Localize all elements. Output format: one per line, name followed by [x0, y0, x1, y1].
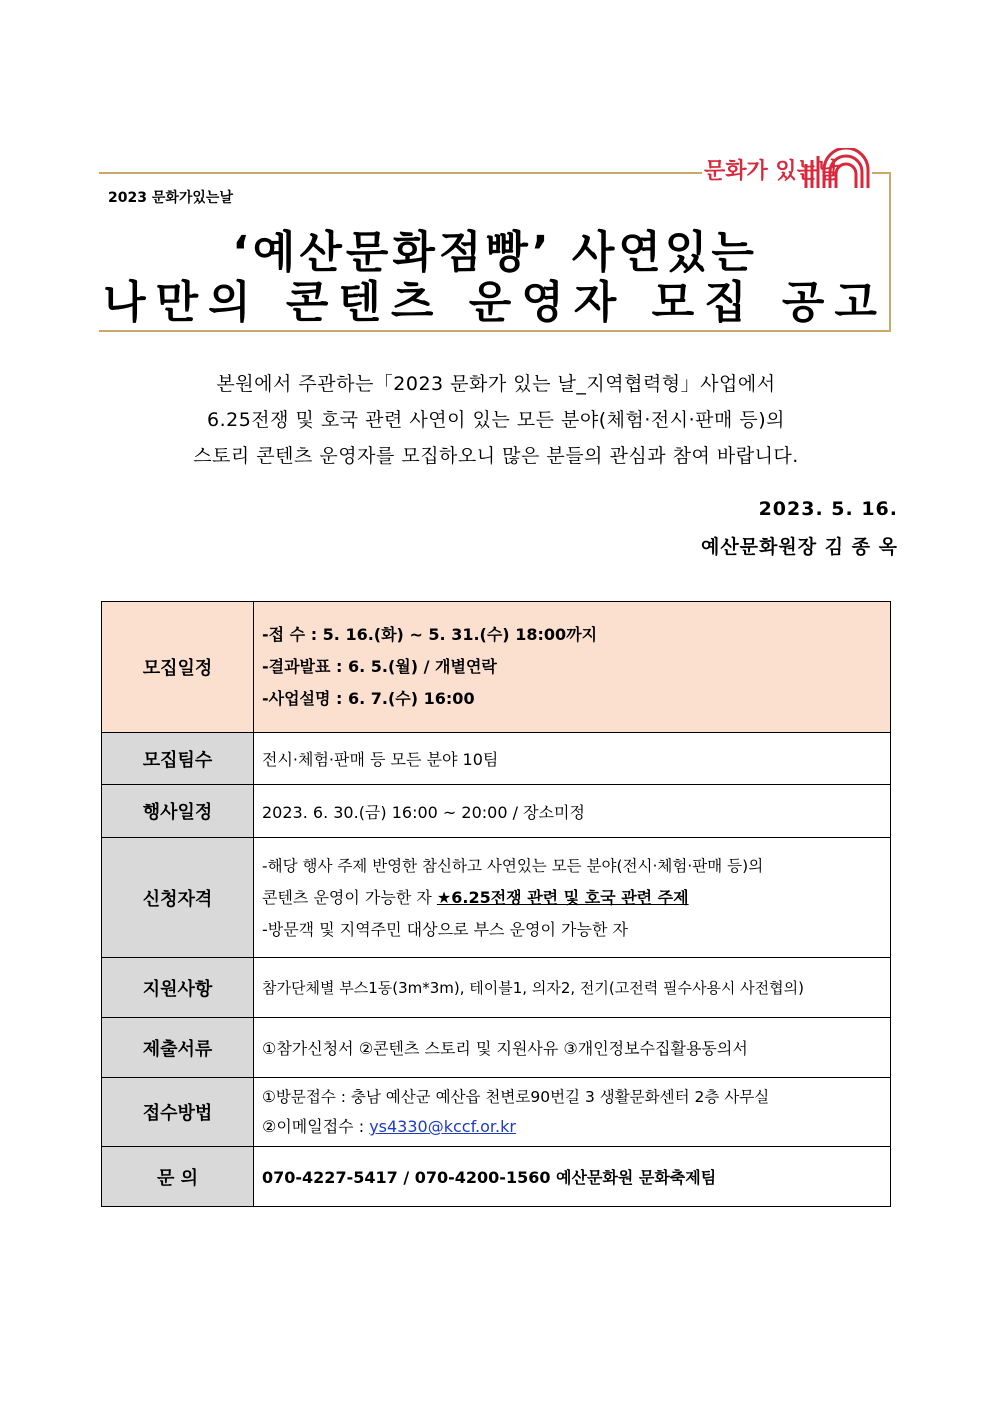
label-support: 지원사항 [102, 958, 254, 1018]
qual-line-2-text: 콘텐츠 운영이 가능한 자 [262, 887, 437, 907]
schedule-line-1: -접 수 : 5. 16.(화) ~ 5. 31.(수) 18:00까지 [262, 625, 598, 644]
qual-line-1: -해당 행사 주제 반영한 참신하고 사연있는 모든 분야(전시·체험·판매 등)의 [262, 856, 764, 875]
header-box [99, 159, 891, 332]
method-line-1: ①방문접수 : 충남 예산군 예산읍 천변로90번길 3 생활문화센터 2층 사무실 [262, 1088, 770, 1106]
value-documents: ①참가신청서 ②콘텐츠 스토리 및 지원사유 ③개인정보수집활용동의서 [254, 1018, 891, 1078]
table-row-teams [102, 733, 891, 785]
table-row-qualification [102, 838, 891, 958]
intro-line-2: 6.25전쟁 및 호국 관련 사연이 있는 모든 분야(체험·전시·판매 등)의 [206, 409, 786, 431]
method-email-label: ②이메일접수 : [262, 1117, 370, 1136]
schedule-line-3: -사업설명 : 6. 7.(수) 16:00 [262, 689, 475, 708]
value-teams: 전시·체험·판매 등 모든 분야 10팀 [254, 733, 891, 785]
culture-day-logo [702, 148, 872, 192]
email-link[interactable]: ys4330@kccf.or.kr [369, 1117, 516, 1136]
info-table [101, 601, 891, 1207]
qual-line-3: -방문객 및 지역주민 대상으로 부스 운영이 가능한 자 [262, 919, 628, 939]
label-documents: 제출서류 [102, 1018, 254, 1078]
announcement-date: 2023. 5. 16. [758, 498, 898, 520]
table-row-schedule [102, 602, 891, 733]
header-bottom-rule [99, 330, 891, 332]
title-line-1: ‘예산문화점빵’ 사연있는 [232, 227, 758, 278]
label-teams: 모집팀수 [102, 733, 254, 785]
label-qualification: 신청자격 [102, 838, 254, 958]
method-line-2 [262, 1112, 882, 1141]
value-method [254, 1078, 891, 1147]
table-row-method [102, 1078, 891, 1147]
schedule-line-2: -결과발표 : 6. 5.(월) / 개별연락 [262, 657, 497, 676]
title-line-2: 나만의 콘텐츠 운영자 모집 공고 [103, 277, 887, 328]
label-event: 행사일정 [102, 785, 254, 838]
logo-text: 문화가 있는날 [704, 159, 840, 184]
signer: 예산문화원장 김 종 옥 [700, 536, 898, 558]
table-row-contact [102, 1147, 891, 1207]
value-qualification [254, 838, 891, 958]
intro-line-3: 스토리 콘텐츠 운영자를 모집하오니 많은 분들의 관심과 참여 바랍니다. [193, 445, 799, 467]
header-small-title: 2023 문화가있는날 [108, 190, 233, 206]
qual-line-2 [262, 882, 882, 914]
value-event: 2023. 6. 30.(금) 16:00 ~ 20:00 / 장소미정 [254, 785, 891, 838]
label-method: 접수방법 [102, 1078, 254, 1147]
label-schedule: 모집일정 [102, 602, 254, 733]
table-row-event [102, 785, 891, 838]
label-contact: 문 의 [102, 1147, 254, 1207]
value-contact: 070-4227-5417 / 070-4200-1560 예산문화원 문화축제팀 [254, 1147, 891, 1207]
intro-line-1: 본원에서 주관하는「2023 문화가 있는 날_지역협력형」사업에서 [216, 373, 776, 395]
table-row-support [102, 958, 891, 1018]
qual-highlight: ★6.25전쟁 관련 및 호국 관련 주제 [436, 887, 689, 907]
table-row-documents [102, 1018, 891, 1078]
intro-paragraph [100, 366, 892, 474]
value-schedule [254, 602, 891, 733]
value-support: 참가단체별 부스1동(3m*3m), 테이블1, 의자2, 전기(고전력 필수사용시 사전협의) [254, 958, 891, 1018]
